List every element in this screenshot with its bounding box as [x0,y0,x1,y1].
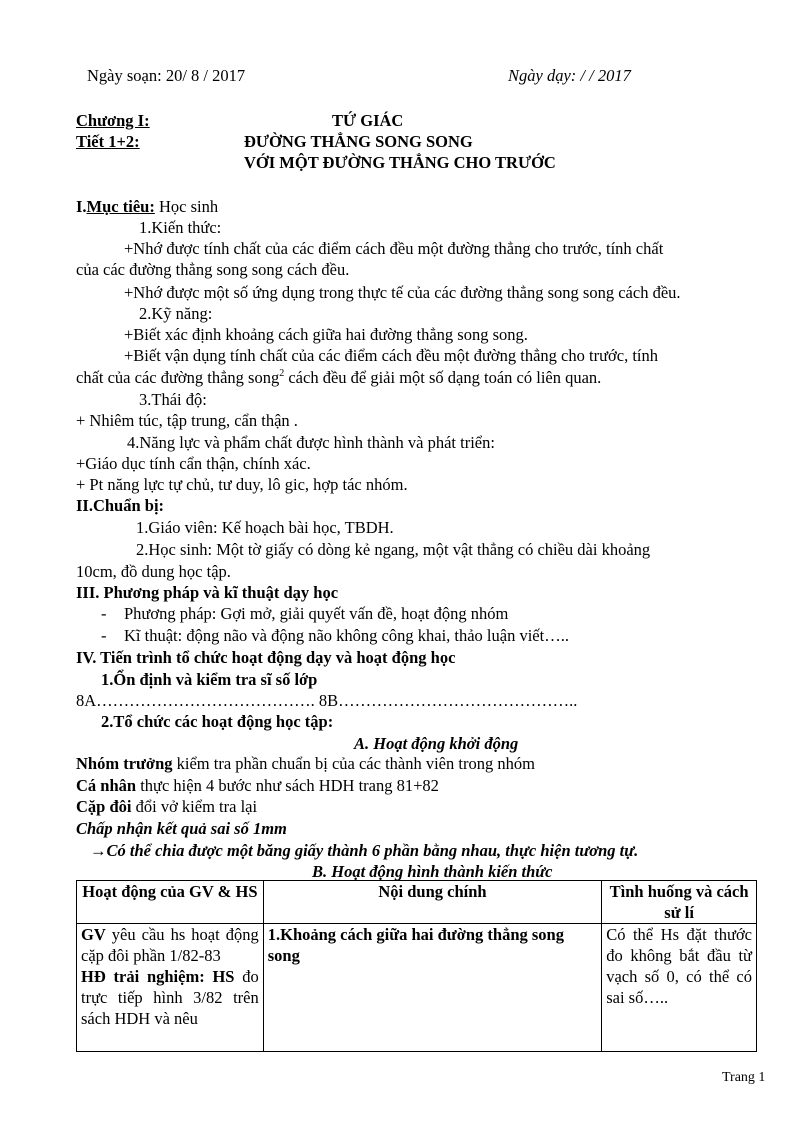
table-cell-content: 1.Khoảng cách giữa hai đường thẳng song song [263,924,601,1052]
skills-item-2-line2-b: cách đều để giải một số dạng toán có liên quan. [284,368,602,387]
preparation-heading: II.Chuẩn bị: [76,496,165,515]
table-header-row [77,881,757,924]
knowledge-item-1-line2: của các đường thẳng song song cách đều. [76,260,350,279]
preparation-student-line2: 10cm, đồ dung học tập. [76,562,231,581]
methods-heading: III. Phương pháp và kĩ thuật dạy học [76,583,339,602]
class-roll: 8A…………………………………. 8B…………………………………….. [76,691,578,710]
activity-line-1-rest: kiểm tra phần chuẩn bị của các thành viên trong nhóm [172,754,535,773]
objectives-heading-suffix: Học sinh [158,197,219,216]
teach-date: Ngày dạy: / / 2017 [508,66,631,85]
objectives-heading-prefix: I. [76,197,87,216]
lesson-title-line2: VỚI MỘT ĐƯỜNG THẲNG CHO TRƯỚC [244,153,556,172]
methods-bullet-1: - [101,604,107,623]
process-step-1: 1.Ổn định và kiểm tra sĩ số lớp [101,670,318,689]
skills-superscript: 2 [279,367,285,379]
activity-line-4: Chấp nhận kết quả sai số 1mm [76,819,287,838]
knowledge-heading: 1.Kiến thức: [139,218,222,237]
prep-date: Ngày soạn: 20/ 8 / 2017 [87,66,246,85]
cell-hd-bold: HĐ trải nghiệm: HS [81,967,235,986]
activity-line-5: →Có thể chia được một băng giấy thành 6 phần bằng nhau, thực hiện tương tự. [90,841,639,860]
activity-line-2-rest: thực hiện 4 bước như sách HDH trang 81+82 [136,776,439,795]
chapter-name: TỨ GIÁC [332,111,404,130]
activity-line-1-bold: Nhóm trưởng [76,754,173,773]
methods-item-2: Kĩ thuật: động não và động não không công khai, thảo luận viết….. [124,626,569,645]
activity-line-2-bold: Cá nhân [76,776,137,795]
lesson-label: Tiết 1+2: [76,132,140,151]
knowledge-item-2: +Nhớ được một số ứng dụng trong thực tế của các đường thẳng song song cách đều. [124,283,681,302]
skills-item-2-line2 [76,367,601,388]
activity-line-3 [76,796,257,817]
cell-gv-bold: GV [81,925,106,944]
competence-heading: 4.Năng lực và phẩm chất được hình thành và phát triển: [127,433,495,452]
knowledge-item-1-line1: +Nhớ được tính chất của các điểm cách đều một đường thẳng cho trước, tính chất [124,239,664,258]
activity-line-3-rest: đổi vở kiểm tra lại [131,797,258,816]
table-header-situation: Tình huống và cách sử lí [602,881,757,924]
preparation-student-line1: 2.Học sinh: Một tờ giấy có dòng kẻ ngang, một vật thẳng có chiều dài khoảng [136,540,651,559]
attitude-heading: 3.Thái độ: [139,390,207,409]
activity-line-2 [76,775,439,796]
lesson-title-line1: ĐƯỜNG THẲNG SONG SONG [244,132,473,151]
cell-hd-rest: đo trực tiếp hình 3/82 trên sách HDH và nêu [81,967,259,1028]
section-a-heading: A. Hoạt động khởi động [354,734,519,753]
activity-line-1 [76,753,535,774]
activity-line-3-bold: Cặp đôi [76,797,132,816]
page-number: Trang 1 [722,1070,766,1085]
attitude-item-1: + Nhiêm túc, tập trung, cẩn thận . [76,411,298,430]
chapter-label: Chương I: [76,111,150,130]
competence-item-1: +Giáo dục tính cẩn thận, chính xác. [76,454,311,473]
skills-item-2-line2-a: chất của các đường thẳng song [76,368,280,387]
objectives-heading-label: Mục tiêu: [86,197,155,216]
skills-item-2-line1: +Biết vận dụng tính chất của các điểm cách đều một đường thẳng cho trước, tính [124,346,658,365]
process-step-2: 2.Tổ chức các hoạt động học tập: [101,712,334,731]
methods-item-1: Phương pháp: Gợi mở, giải quyết vấn đề, hoạt động nhóm [124,604,509,623]
process-heading: IV. Tiến trình tổ chức hoạt động dạy và hoạt động học [76,648,456,667]
table-cell-situation: Có thể Hs đặt thước đo không bắt đầu từ vạch số 0, có thể có sai số….. [602,924,757,1052]
methods-bullet-2: - [101,626,107,645]
table-cell-activity [77,924,264,1052]
table-header-main-content: Nội dung chính [263,881,601,924]
skills-item-1: +Biết xác định khoảng cách giữa hai đường thẳng song song. [124,325,528,344]
table-row [77,924,757,1052]
skills-heading: 2.Kỹ năng: [139,304,213,323]
section-b-heading: B. Hoạt động hình thành kiến thức [312,862,553,881]
objectives-heading [76,196,218,217]
table-header-teacher-activity: Hoạt động của GV & HS [77,881,264,924]
competence-item-2: + Pt năng lực tự chủ, tư duy, lô gic, hợp tác nhóm. [76,475,408,494]
activity-table [76,880,757,1052]
cell-gv-rest: yêu cầu hs hoạt động cặp đôi phần 1/82-83 [81,925,259,965]
preparation-teacher: 1.Giáo viên: Kế hoạch bài học, TBDH. [136,518,394,537]
